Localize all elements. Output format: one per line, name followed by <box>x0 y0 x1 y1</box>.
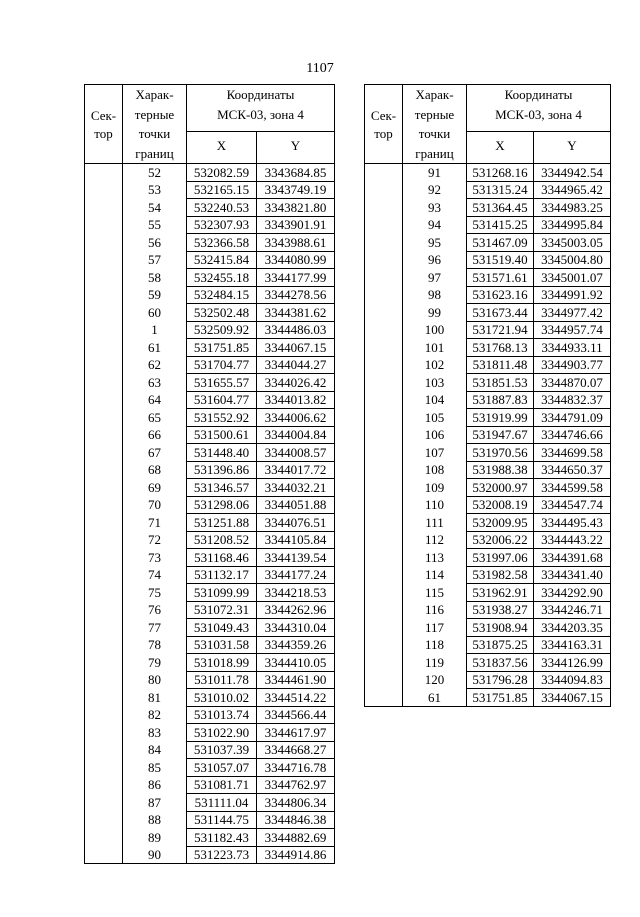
y-coordinate-cell: 3344599.58 <box>534 479 611 497</box>
table-row <box>85 811 335 829</box>
table-row <box>85 724 335 742</box>
y-coordinate-cell: 3344013.82 <box>257 391 335 409</box>
y-coordinate-cell: 3344983.25 <box>534 199 611 217</box>
x-coordinate-cell: 531947.67 <box>467 426 534 444</box>
table-row <box>85 374 335 392</box>
point-number-cell: 119 <box>403 654 467 672</box>
point-number-cell: 110 <box>403 496 467 514</box>
table-row <box>85 164 335 182</box>
table-row <box>85 514 335 532</box>
y-coordinate-cell: 3344341.40 <box>534 566 611 584</box>
y-coordinate-cell: 3344486.03 <box>257 321 335 339</box>
sector-header: Сек- тор <box>365 85 403 164</box>
x-coordinate-cell: 532082.59 <box>187 164 257 182</box>
y-coordinate-cell: 3344762.97 <box>257 776 335 794</box>
point-number-cell: 98 <box>403 286 467 304</box>
x-coordinate-cell: 532165.15 <box>187 181 257 199</box>
x-coordinate-cell: 532307.93 <box>187 216 257 234</box>
x-coordinate-cell: 531997.06 <box>467 549 534 567</box>
y-coordinate-cell: 3344067.15 <box>534 689 611 707</box>
point-number-cell: 106 <box>403 426 467 444</box>
x-coordinate-cell: 531938.27 <box>467 601 534 619</box>
y-coordinate-cell: 3344846.38 <box>257 811 335 829</box>
point-number-cell: 65 <box>123 409 187 427</box>
y-coordinate-cell: 3344461.90 <box>257 671 335 689</box>
y-coordinate-cell: 3344080.99 <box>257 251 335 269</box>
point-number-cell: 61 <box>123 339 187 357</box>
table-row <box>85 549 335 567</box>
point-number-cell: 62 <box>123 356 187 374</box>
x-coordinate-cell: 531467.09 <box>467 234 534 252</box>
x-coordinate-cell: 531837.56 <box>467 654 534 672</box>
x-coordinate-cell: 531168.46 <box>187 549 257 567</box>
y-coordinate-cell: 3344514.22 <box>257 689 335 707</box>
x-coordinate-cell: 531208.52 <box>187 531 257 549</box>
point-number-cell: 88 <box>123 811 187 829</box>
point-number-cell: 94 <box>403 216 467 234</box>
point-number-cell: 112 <box>403 531 467 549</box>
y-coordinate-cell: 3344017.72 <box>257 461 335 479</box>
point-number-cell: 58 <box>123 269 187 287</box>
y-coordinate-cell: 3345001.07 <box>534 269 611 287</box>
point-number-cell: 61 <box>403 689 467 707</box>
y-coordinate-cell: 3344995.84 <box>534 216 611 234</box>
table-row <box>85 654 335 672</box>
point-number-cell: 97 <box>403 269 467 287</box>
x-coordinate-cell: 531346.57 <box>187 479 257 497</box>
coordinates-header: Координаты МСК-03, зона 4 <box>187 85 335 132</box>
x-coordinate-cell: 532366.58 <box>187 234 257 252</box>
table-row <box>85 531 335 549</box>
x-column-header: X <box>467 131 534 163</box>
point-number-cell: 86 <box>123 776 187 794</box>
point-number-cell: 113 <box>403 549 467 567</box>
y-coordinate-cell: 3344032.21 <box>257 479 335 497</box>
sector-cell <box>365 164 403 707</box>
x-coordinate-cell: 531552.92 <box>187 409 257 427</box>
x-coordinate-cell: 531037.39 <box>187 741 257 759</box>
point-number-cell: 76 <box>123 601 187 619</box>
x-coordinate-cell: 531448.40 <box>187 444 257 462</box>
x-coordinate-cell: 532240.53 <box>187 199 257 217</box>
x-coordinate-cell: 532455.18 <box>187 269 257 287</box>
x-coordinate-cell: 531132.17 <box>187 566 257 584</box>
point-number-cell: 95 <box>403 234 467 252</box>
characteristic-points-header: Харак- терные точки границ <box>403 85 467 164</box>
point-number-cell: 99 <box>403 304 467 322</box>
table-row <box>85 636 335 654</box>
table-row <box>85 566 335 584</box>
y-coordinate-cell: 3344067.15 <box>257 339 335 357</box>
table-row <box>85 339 335 357</box>
table-row <box>85 829 335 847</box>
y-coordinate-cell: 3344933.11 <box>534 339 611 357</box>
x-coordinate-cell: 531315.24 <box>467 181 534 199</box>
page-number: 1107 <box>306 61 334 76</box>
point-number-cell: 67 <box>123 444 187 462</box>
y-coordinate-cell: 3343749.19 <box>257 181 335 199</box>
x-column-header: X <box>187 131 257 163</box>
x-coordinate-cell: 531072.31 <box>187 601 257 619</box>
point-number-cell: 93 <box>403 199 467 217</box>
coordinates-table-left <box>84 84 335 864</box>
point-number-cell: 105 <box>403 409 467 427</box>
x-coordinate-cell: 531796.28 <box>467 671 534 689</box>
y-coordinate-cell: 3344410.05 <box>257 654 335 672</box>
x-coordinate-cell: 531721.94 <box>467 321 534 339</box>
y-coordinate-cell: 3344650.37 <box>534 461 611 479</box>
y-coordinate-cell: 3344139.54 <box>257 549 335 567</box>
sector-cell <box>85 164 123 864</box>
y-coordinate-cell: 3344026.42 <box>257 374 335 392</box>
y-coordinate-cell: 3344716.78 <box>257 759 335 777</box>
table-row <box>85 269 335 287</box>
x-coordinate-cell: 531988.38 <box>467 461 534 479</box>
y-coordinate-cell: 3344914.86 <box>257 846 335 864</box>
x-coordinate-cell: 532484.15 <box>187 286 257 304</box>
table-row <box>85 286 335 304</box>
table-row <box>85 794 335 812</box>
y-coordinate-cell: 3344942.54 <box>534 164 611 182</box>
table-header-row <box>85 85 335 132</box>
y-coordinate-cell: 3344991.92 <box>534 286 611 304</box>
point-number-cell: 69 <box>123 479 187 497</box>
point-number-cell: 68 <box>123 461 187 479</box>
point-number-cell: 73 <box>123 549 187 567</box>
y-coordinate-cell: 3344806.34 <box>257 794 335 812</box>
x-coordinate-cell: 531396.86 <box>187 461 257 479</box>
y-coordinate-cell: 3344617.97 <box>257 724 335 742</box>
point-number-cell: 120 <box>403 671 467 689</box>
table-row <box>85 321 335 339</box>
table-row <box>85 741 335 759</box>
table-body <box>365 164 611 707</box>
table-header-row <box>365 85 611 132</box>
y-coordinate-cell: 3344882.69 <box>257 829 335 847</box>
y-coordinate-cell: 3344668.27 <box>257 741 335 759</box>
table-row <box>85 689 335 707</box>
point-number-cell: 81 <box>123 689 187 707</box>
y-coordinate-cell: 3344443.22 <box>534 531 611 549</box>
y-coordinate-cell: 3344051.88 <box>257 496 335 514</box>
y-coordinate-cell: 3343901.91 <box>257 216 335 234</box>
table-row <box>85 479 335 497</box>
point-number-cell: 78 <box>123 636 187 654</box>
point-number-cell: 79 <box>123 654 187 672</box>
point-number-cell: 75 <box>123 584 187 602</box>
point-number-cell: 100 <box>403 321 467 339</box>
table-body <box>85 164 335 864</box>
point-number-cell: 108 <box>403 461 467 479</box>
point-number-cell: 83 <box>123 724 187 742</box>
y-coordinate-cell: 3344218.53 <box>257 584 335 602</box>
x-coordinate-cell: 531364.45 <box>467 199 534 217</box>
table-row <box>85 584 335 602</box>
y-coordinate-cell: 3344381.62 <box>257 304 335 322</box>
x-coordinate-cell: 532509.92 <box>187 321 257 339</box>
y-coordinate-cell: 3344359.26 <box>257 636 335 654</box>
point-number-cell: 107 <box>403 444 467 462</box>
x-coordinate-cell: 531811.48 <box>467 356 534 374</box>
table-row <box>85 461 335 479</box>
y-coordinate-cell: 3344278.56 <box>257 286 335 304</box>
point-number-cell: 85 <box>123 759 187 777</box>
y-coordinate-cell: 3344006.62 <box>257 409 335 427</box>
x-coordinate-cell: 531623.16 <box>467 286 534 304</box>
table-row <box>85 409 335 427</box>
point-number-cell: 96 <box>403 251 467 269</box>
point-number-cell: 55 <box>123 216 187 234</box>
y-coordinate-cell: 3344004.84 <box>257 426 335 444</box>
point-number-cell: 115 <box>403 584 467 602</box>
point-number-cell: 53 <box>123 181 187 199</box>
x-coordinate-cell: 531751.85 <box>467 689 534 707</box>
y-coordinate-cell: 3344105.84 <box>257 531 335 549</box>
y-coordinate-cell: 3344246.71 <box>534 601 611 619</box>
x-coordinate-cell: 531751.85 <box>187 339 257 357</box>
table-row <box>85 234 335 252</box>
table-row <box>85 706 335 724</box>
point-number-cell: 77 <box>123 619 187 637</box>
x-coordinate-cell: 531099.99 <box>187 584 257 602</box>
x-coordinate-cell: 531919.99 <box>467 409 534 427</box>
point-number-cell: 59 <box>123 286 187 304</box>
table-row <box>85 846 335 864</box>
coordinates-table-right <box>364 84 611 707</box>
x-coordinate-cell: 531604.77 <box>187 391 257 409</box>
y-coordinate-cell: 3344977.42 <box>534 304 611 322</box>
sector-header: Сек- тор <box>85 85 123 164</box>
table-row <box>85 251 335 269</box>
table-row <box>85 426 335 444</box>
x-coordinate-cell: 531031.58 <box>187 636 257 654</box>
x-coordinate-cell: 532502.48 <box>187 304 257 322</box>
y-coordinate-cell: 3344495.43 <box>534 514 611 532</box>
y-coordinate-cell: 3345004.80 <box>534 251 611 269</box>
point-number-cell: 56 <box>123 234 187 252</box>
y-coordinate-cell: 3344044.27 <box>257 356 335 374</box>
point-number-cell: 89 <box>123 829 187 847</box>
y-coordinate-cell: 3343684.85 <box>257 164 335 182</box>
point-number-cell: 103 <box>403 374 467 392</box>
y-coordinate-cell: 3344163.31 <box>534 636 611 654</box>
y-coordinate-cell: 3344094.83 <box>534 671 611 689</box>
x-coordinate-cell: 531982.58 <box>467 566 534 584</box>
y-coordinate-cell: 3343988.61 <box>257 234 335 252</box>
x-coordinate-cell: 531519.40 <box>467 251 534 269</box>
point-number-cell: 60 <box>123 304 187 322</box>
table-row <box>85 776 335 794</box>
x-coordinate-cell: 532009.95 <box>467 514 534 532</box>
table-row <box>85 391 335 409</box>
point-number-cell: 111 <box>403 514 467 532</box>
x-coordinate-cell: 531970.56 <box>467 444 534 462</box>
point-number-cell: 87 <box>123 794 187 812</box>
y-column-header: Y <box>257 131 335 163</box>
y-coordinate-cell: 3344126.99 <box>534 654 611 672</box>
point-number-cell: 72 <box>123 531 187 549</box>
point-number-cell: 71 <box>123 514 187 532</box>
y-coordinate-cell: 3344203.35 <box>534 619 611 637</box>
x-coordinate-cell: 531673.44 <box>467 304 534 322</box>
point-number-cell: 101 <box>403 339 467 357</box>
x-coordinate-cell: 531908.94 <box>467 619 534 637</box>
y-coordinate-cell: 3344076.51 <box>257 514 335 532</box>
point-number-cell: 64 <box>123 391 187 409</box>
coordinates-header: Координаты МСК-03, зона 4 <box>467 85 611 132</box>
point-number-cell: 116 <box>403 601 467 619</box>
x-coordinate-cell: 531887.83 <box>467 391 534 409</box>
point-number-cell: 57 <box>123 251 187 269</box>
y-coordinate-cell: 3345003.05 <box>534 234 611 252</box>
x-coordinate-cell: 531268.16 <box>467 164 534 182</box>
x-coordinate-cell: 531144.75 <box>187 811 257 829</box>
table-row <box>85 356 335 374</box>
point-number-cell: 70 <box>123 496 187 514</box>
y-coordinate-cell: 3344957.74 <box>534 321 611 339</box>
point-number-cell: 102 <box>403 356 467 374</box>
x-coordinate-cell: 531500.61 <box>187 426 257 444</box>
y-coordinate-cell: 3344791.09 <box>534 409 611 427</box>
x-coordinate-cell: 531010.02 <box>187 689 257 707</box>
y-coordinate-cell: 3344870.07 <box>534 374 611 392</box>
point-number-cell: 63 <box>123 374 187 392</box>
x-coordinate-cell: 531111.04 <box>187 794 257 812</box>
point-number-cell: 114 <box>403 566 467 584</box>
x-coordinate-cell: 532008.19 <box>467 496 534 514</box>
y-coordinate-cell: 3344547.74 <box>534 496 611 514</box>
table-row <box>85 216 335 234</box>
y-coordinate-cell: 3344699.58 <box>534 444 611 462</box>
table-row <box>85 619 335 637</box>
y-coordinate-cell: 3344832.37 <box>534 391 611 409</box>
point-number-cell: 52 <box>123 164 187 182</box>
table-row <box>85 601 335 619</box>
x-coordinate-cell: 531223.73 <box>187 846 257 864</box>
y-coordinate-cell: 3344391.68 <box>534 549 611 567</box>
y-coordinate-cell: 3344965.42 <box>534 181 611 199</box>
y-coordinate-cell: 3344746.66 <box>534 426 611 444</box>
x-coordinate-cell: 531655.57 <box>187 374 257 392</box>
point-number-cell: 104 <box>403 391 467 409</box>
point-number-cell: 82 <box>123 706 187 724</box>
point-number-cell: 92 <box>403 181 467 199</box>
x-coordinate-cell: 531018.99 <box>187 654 257 672</box>
y-coordinate-cell: 3344903.77 <box>534 356 611 374</box>
point-number-cell: 66 <box>123 426 187 444</box>
point-number-cell: 90 <box>123 846 187 864</box>
point-number-cell: 54 <box>123 199 187 217</box>
characteristic-points-header: Харак- терные точки границ <box>123 85 187 164</box>
y-coordinate-cell: 3344177.99 <box>257 269 335 287</box>
x-coordinate-cell: 531022.90 <box>187 724 257 742</box>
y-column-header: Y <box>534 131 611 163</box>
table-row <box>85 181 335 199</box>
point-number-cell: 91 <box>403 164 467 182</box>
x-coordinate-cell: 532000.97 <box>467 479 534 497</box>
table-row <box>85 671 335 689</box>
x-coordinate-cell: 531182.43 <box>187 829 257 847</box>
x-coordinate-cell: 532006.22 <box>467 531 534 549</box>
x-coordinate-cell: 531298.06 <box>187 496 257 514</box>
y-coordinate-cell: 3344292.90 <box>534 584 611 602</box>
y-coordinate-cell: 3344177.24 <box>257 566 335 584</box>
x-coordinate-cell: 531571.61 <box>467 269 534 287</box>
point-number-cell: 80 <box>123 671 187 689</box>
x-coordinate-cell: 531768.13 <box>467 339 534 357</box>
x-coordinate-cell: 531875.25 <box>467 636 534 654</box>
table-row <box>85 199 335 217</box>
point-number-cell: 118 <box>403 636 467 654</box>
x-coordinate-cell: 531962.91 <box>467 584 534 602</box>
x-coordinate-cell: 531704.77 <box>187 356 257 374</box>
point-number-cell: 84 <box>123 741 187 759</box>
y-coordinate-cell: 3344566.44 <box>257 706 335 724</box>
x-coordinate-cell: 531081.71 <box>187 776 257 794</box>
table-row <box>85 444 335 462</box>
x-coordinate-cell: 531415.25 <box>467 216 534 234</box>
x-coordinate-cell: 531251.88 <box>187 514 257 532</box>
x-coordinate-cell: 531011.78 <box>187 671 257 689</box>
table-row <box>85 496 335 514</box>
x-coordinate-cell: 532415.84 <box>187 251 257 269</box>
table-row <box>365 164 611 182</box>
table-row <box>85 304 335 322</box>
x-coordinate-cell: 531851.53 <box>467 374 534 392</box>
y-coordinate-cell: 3344310.04 <box>257 619 335 637</box>
point-number-cell: 109 <box>403 479 467 497</box>
point-number-cell: 74 <box>123 566 187 584</box>
point-number-cell: 1 <box>123 321 187 339</box>
x-coordinate-cell: 531013.74 <box>187 706 257 724</box>
y-coordinate-cell: 3343821.80 <box>257 199 335 217</box>
x-coordinate-cell: 531057.07 <box>187 759 257 777</box>
x-coordinate-cell: 531049.43 <box>187 619 257 637</box>
y-coordinate-cell: 3344008.57 <box>257 444 335 462</box>
y-coordinate-cell: 3344262.96 <box>257 601 335 619</box>
point-number-cell: 117 <box>403 619 467 637</box>
table-row <box>85 759 335 777</box>
